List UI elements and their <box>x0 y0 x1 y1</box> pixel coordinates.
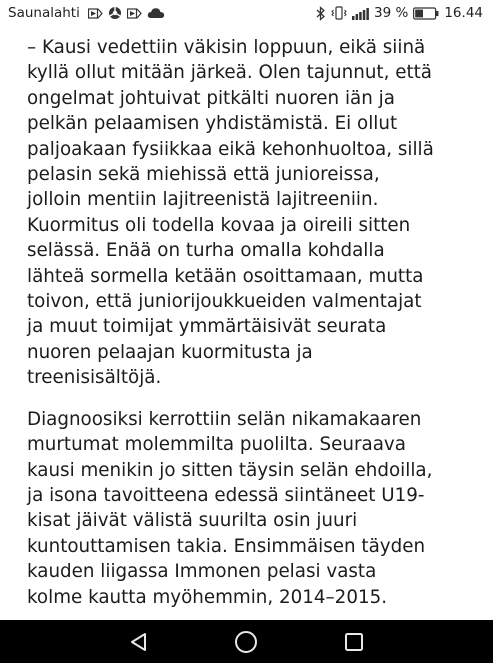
text-line: pelkän pelaamisen yhdistämistä. Ei ollut <box>27 113 398 135</box>
text-line: paljoakaan fysiikkaa eikä kehonhuoltoa, sillä <box>27 138 434 160</box>
home-icon <box>233 629 259 655</box>
text-line: jolloin mentiin lajitreenistä lajitreeniin. <box>27 189 379 211</box>
text-line: kauden liigassa Immonen pelasi vasta <box>27 561 377 583</box>
status-bar-left <box>8 5 165 21</box>
text-line: selässä. Enää on turha omalla kohdalla <box>27 240 385 262</box>
battery-icon <box>413 7 439 20</box>
text-line: kisat jäivät välistä suurilta osin juuri <box>27 510 358 532</box>
text-line: kausi menikin jo sitten täysin selän ehdoilla, <box>27 459 433 481</box>
navigation-bar <box>0 620 493 663</box>
signal-icon <box>352 7 369 20</box>
text-line: kolme kautta myöhemmin, 2014–2015. <box>27 586 388 608</box>
text-line: murtumat molemmilta puolilta. Seuraava <box>27 434 406 456</box>
back-icon <box>128 631 150 653</box>
media-play-icon <box>127 7 142 20</box>
clock-time: 16.44 <box>444 5 483 21</box>
status-bar <box>0 0 493 26</box>
media-play-icon <box>88 7 103 20</box>
text-line: – Kausi vedettiin väkisin loppuun, eikä siinä <box>27 37 426 58</box>
shield-icon <box>108 6 122 20</box>
text-line: kuntouttamisen takia. Ensimmäisen täyden <box>27 535 426 557</box>
text-line: ja muut toimijat ymmärtäisivät seurata <box>27 316 387 338</box>
text-line: Kuormitus oli todella kovaa ja oireili sitten <box>27 214 411 236</box>
text-line: pelasin sekä miehissä että junioreissa, <box>27 164 380 186</box>
text-line: kyllä ollut mitään järkeä. Olen tajunnut, että <box>27 62 432 84</box>
text-line: nuoren pelaajan kuormitusta ja <box>27 341 313 363</box>
text-line: ja isona tavoitteena edessä siintäneet U19- <box>27 484 425 506</box>
vibrate-icon <box>331 6 347 20</box>
cloud-icon <box>147 7 165 19</box>
recents-button[interactable] <box>340 628 368 656</box>
article-paragraph <box>27 35 465 391</box>
article-body <box>0 26 493 620</box>
text-line: lähteä sormella ketään osoittamaan, mutta <box>27 265 424 287</box>
article-paragraph <box>27 407 465 610</box>
text-line: treenisisältöjä. <box>27 367 162 389</box>
carrier-name: Saunalahti <box>8 5 80 21</box>
recents-icon <box>343 631 365 653</box>
home-button[interactable] <box>232 628 260 656</box>
text-line: toivon, että juniorijoukkueiden valmentajat <box>27 291 422 313</box>
text-line: ongelmat johtuivat pitkälti nuoren iän ja <box>27 87 395 109</box>
back-button[interactable] <box>125 628 153 656</box>
status-bar-right <box>316 5 483 21</box>
bluetooth-icon <box>316 6 326 21</box>
text-line: Diagnoosiksi kerrottiin selän nikamakaaren <box>27 408 422 430</box>
battery-percentage: 39 % <box>374 5 409 21</box>
